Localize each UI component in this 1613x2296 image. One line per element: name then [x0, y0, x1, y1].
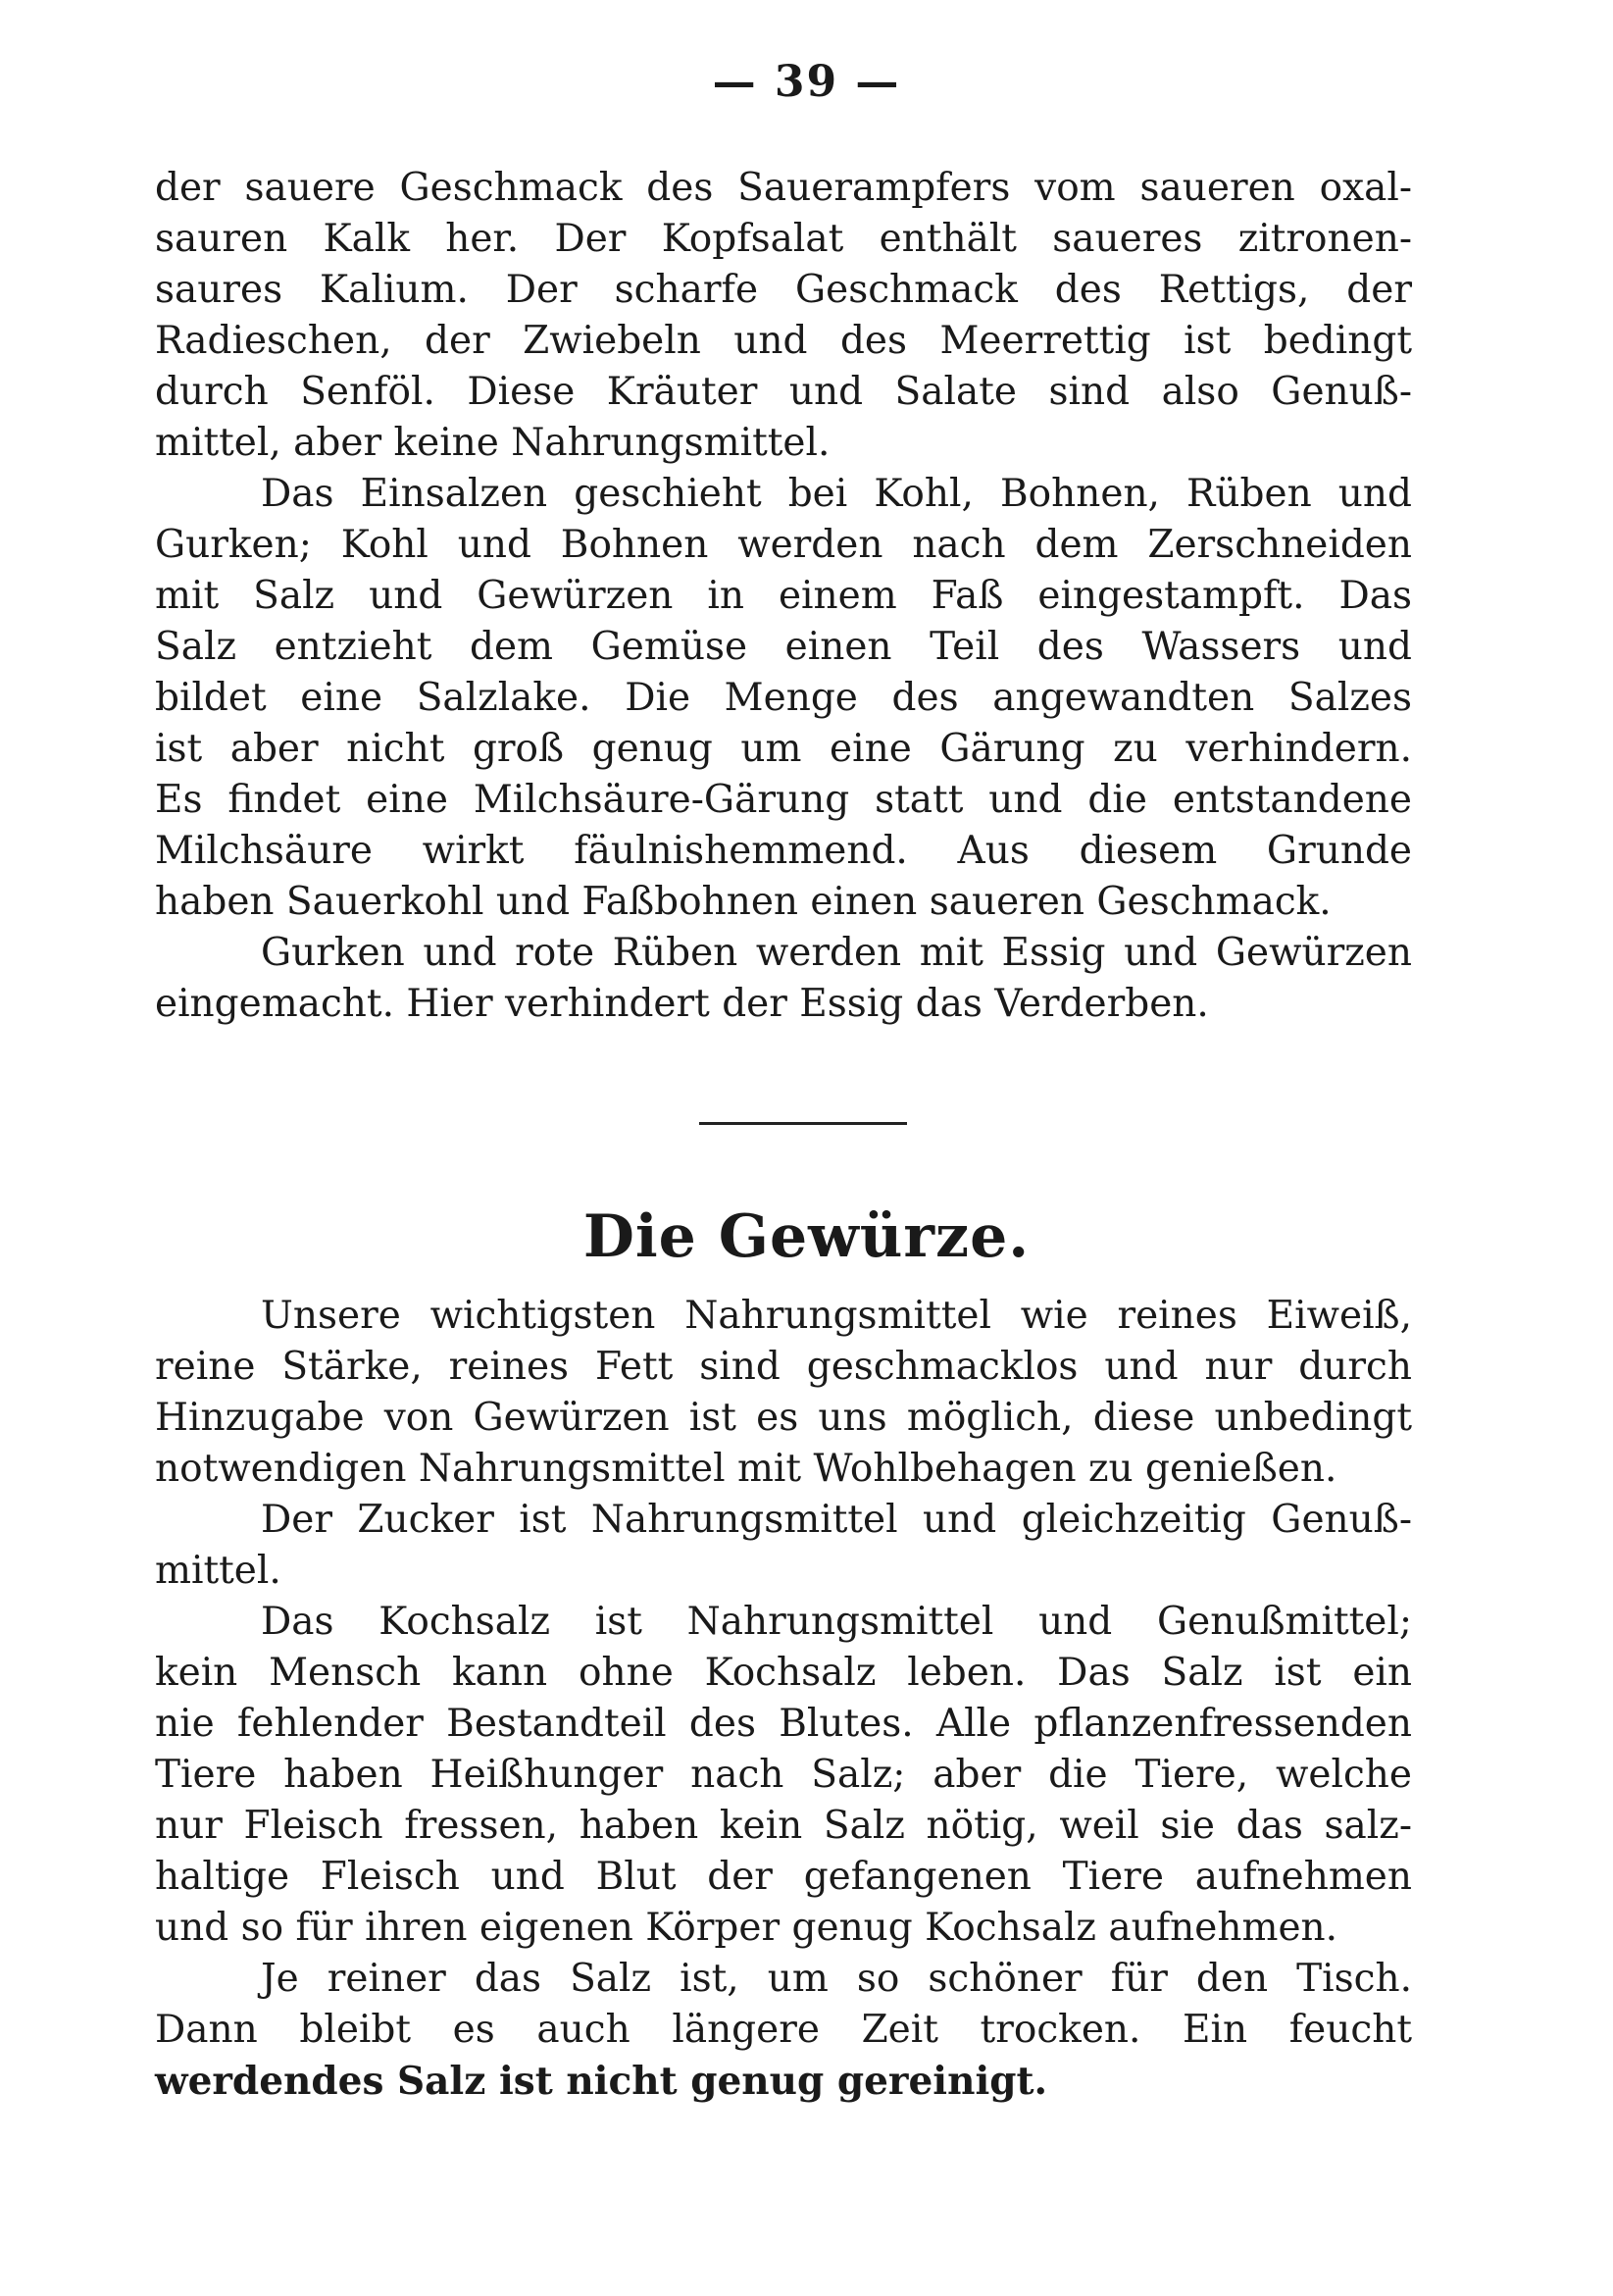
text-line: sauren Kalk her. Der Kopfsalat enthält saueres zitronen-	[155, 217, 1412, 261]
text-line: Salz entzieht dem Gemüse einen Teil des Wassers und	[155, 625, 1412, 669]
text-line: reine Stärke, reines Fett sind geschmacklos und nur durch	[155, 1345, 1412, 1389]
section-divider	[699, 1122, 907, 1125]
text-line: werdendes Salz ist nicht genug gereinigt.	[155, 2059, 1048, 2104]
text-line: kein Mensch kann ohne Kochsalz leben. Das Salz ist ein	[155, 1651, 1412, 1695]
text-line: ist aber nicht groß genug um eine Gärung zu verhindern.	[155, 727, 1412, 771]
text-line: Hinzugabe von Gewürzen ist es uns möglich, diese unbedingt	[155, 1396, 1412, 1440]
text-line: Das Kochsalz ist Nahrungsmittel und Genußmittel;	[261, 1600, 1412, 1644]
text-line: Milchsäure wirkt fäulnishemmend. Aus diesem Grunde	[155, 829, 1412, 873]
text-line: eingemacht. Hier verhindert der Essig das Verderben.	[155, 982, 1209, 1026]
section-heading: Die Gewürze.	[582, 1202, 1031, 1271]
text-line: mit Salz und Gewürzen in einem Faß eingestampft. Das	[155, 574, 1412, 618]
text-line: Dann bleibt es auch längere Zeit trocken. Ein feucht	[155, 2008, 1412, 2052]
text-line: mittel, aber keine Nahrungsmittel.	[155, 421, 831, 465]
text-line: Tiere haben Heißhunger nach Salz; aber die Tiere, welche	[155, 1753, 1412, 1797]
text-line: Es findet eine Milchsäure-Gärung statt und die entstandene	[155, 778, 1412, 822]
text-line: nie fehlender Bestandteil des Blutes. Alle pflanzenfressenden	[155, 1702, 1412, 1746]
text-line: Je reiner das Salz ist, um so schöner für den Tisch.	[261, 1957, 1412, 2001]
text-line: bildet eine Salzlake. Die Menge des angewandten Salzes	[155, 676, 1412, 720]
text-line: Das Einsalzen geschieht bei Kohl, Bohnen, Rüben und	[261, 472, 1412, 516]
text-line: durch Senföl. Diese Kräuter und Salate sind also Genuß-	[155, 370, 1412, 414]
text-line: notwendigen Nahrungsmittel mit Wohlbehagen zu genießen.	[155, 1447, 1337, 1491]
text-line: Der Zucker ist Nahrungsmittel und gleichzeitig Genuß-	[261, 1498, 1412, 1542]
text-line: haben Sauerkohl und Faßbohnen einen saueren Geschmack.	[155, 880, 1332, 924]
text-line: Unsere wichtigsten Nahrungsmittel wie reines Eiweiß,	[261, 1294, 1412, 1338]
page-number: — 39 —	[712, 57, 901, 107]
text-block-top	[155, 163, 1412, 1030]
text-line: saures Kalium. Der scharfe Geschmack des Rettigs, der	[155, 268, 1412, 312]
text-line: Radieschen, der Zwiebeln und des Meerrettig ist bedingt	[155, 319, 1412, 363]
text-block-bottom	[155, 1291, 1412, 2107]
text-line: Gurken und rote Rüben werden mit Essig und Gewürzen	[261, 931, 1412, 975]
text-line: mittel.	[155, 1549, 281, 1593]
text-line: Gurken; Kohl und Bohnen werden nach dem Zerschneiden	[155, 523, 1412, 567]
text-line: nur Fleisch fressen, haben kein Salz nötig, weil sie das salz-	[155, 1804, 1412, 1848]
text-line: haltige Fleisch und Blut der gefangenen Tiere aufnehmen	[155, 1855, 1412, 1899]
text-line: und so für ihren eigenen Körper genug Kochsalz aufnehmen.	[155, 1906, 1338, 1950]
text-line: der sauere Geschmack des Sauerampfers vom saueren oxal-	[155, 166, 1412, 210]
